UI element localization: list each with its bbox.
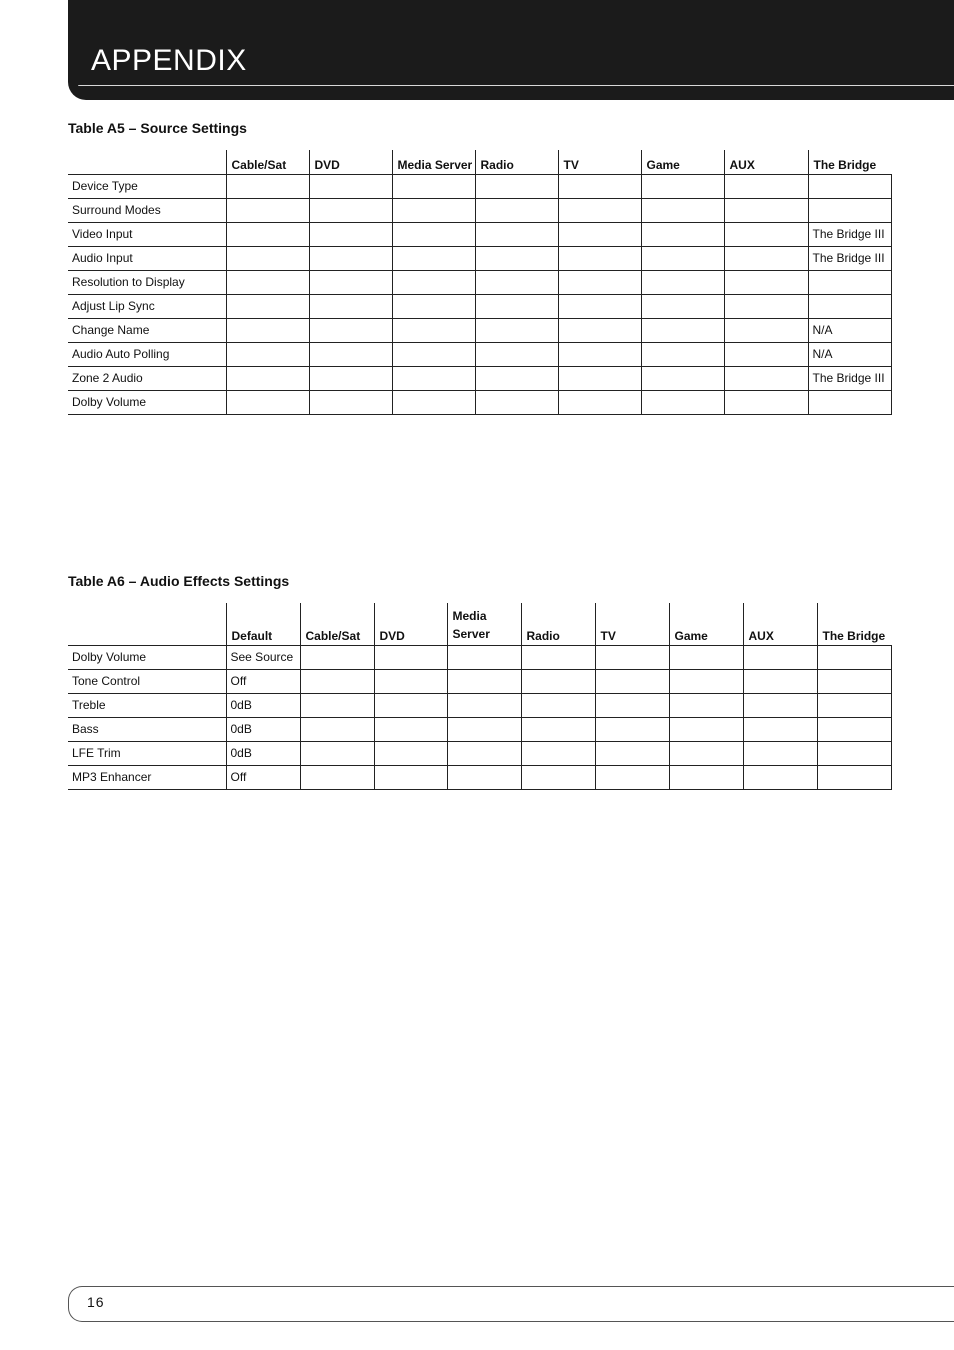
table-cell [475, 198, 558, 222]
table-cell [743, 741, 817, 765]
table-cell [226, 174, 309, 198]
table-row [68, 693, 891, 717]
table-cell [724, 294, 808, 318]
table-cell [475, 222, 558, 246]
table-cell [595, 717, 669, 741]
column-header-game: Game [641, 150, 724, 174]
table-cell [521, 669, 595, 693]
column-header-dvd: DVD [374, 603, 447, 645]
table-cell: 0dB [226, 693, 300, 717]
table-cell: Off [226, 765, 300, 789]
table-row [68, 318, 891, 342]
table-cell: Off [226, 669, 300, 693]
row-label-tone-control: Tone Control [68, 669, 226, 693]
table-cell [475, 246, 558, 270]
table-cell [558, 390, 641, 414]
table-cell: The Bridge III [808, 246, 891, 270]
column-header-the-bridge: The Bridge [808, 150, 891, 174]
table-cell [817, 717, 891, 741]
table-cell [641, 246, 724, 270]
table-cell [392, 222, 475, 246]
table-cell [300, 645, 374, 669]
table-cell [743, 717, 817, 741]
row-label-change-name: Change Name [68, 318, 226, 342]
column-header-radio: Radio [475, 150, 558, 174]
row-label-video-input: Video Input [68, 222, 226, 246]
table-cell [558, 174, 641, 198]
column-header-cable-sat: Cable/Sat [226, 150, 309, 174]
table-cell [669, 765, 743, 789]
table-cell [808, 198, 891, 222]
table-a5-header-row [68, 150, 891, 174]
table-row [68, 246, 891, 270]
table-row [68, 765, 891, 789]
row-label-audio-auto-polling: Audio Auto Polling [68, 342, 226, 366]
table-row [68, 198, 891, 222]
table-cell [669, 645, 743, 669]
table-cell: See Source [226, 645, 300, 669]
table-cell [724, 174, 808, 198]
row-label-treble: Treble [68, 693, 226, 717]
table-a5-caption: Table A5 – Source Settings [68, 120, 247, 136]
table-cell [374, 693, 447, 717]
table-cell: The Bridge III [808, 222, 891, 246]
table-cell: 0dB [226, 717, 300, 741]
table-cell [558, 366, 641, 390]
table-cell [392, 246, 475, 270]
table-cell [808, 270, 891, 294]
table-cell [641, 270, 724, 294]
footer-frame [68, 1286, 954, 1322]
table-cell [226, 390, 309, 414]
column-header-game: Game [669, 603, 743, 645]
table-cell [595, 669, 669, 693]
table-cell [300, 693, 374, 717]
row-label-adjust-lip-sync: Adjust Lip Sync [68, 294, 226, 318]
table-cell [808, 390, 891, 414]
table-cell [300, 717, 374, 741]
table-row [68, 222, 891, 246]
table-cell [392, 342, 475, 366]
table-cell [641, 294, 724, 318]
table-cell [595, 741, 669, 765]
table-cell [817, 669, 891, 693]
table-cell [447, 645, 521, 669]
table-cell [475, 390, 558, 414]
table-cell [300, 669, 374, 693]
table-cell [226, 342, 309, 366]
table-cell [447, 765, 521, 789]
row-label-device-type: Device Type [68, 174, 226, 198]
table-cell [309, 294, 392, 318]
table-cell [817, 741, 891, 765]
table-cell [374, 645, 447, 669]
table-row [68, 294, 891, 318]
table-cell [309, 222, 392, 246]
table-cell [817, 693, 891, 717]
table-cell [226, 246, 309, 270]
table-row [68, 270, 891, 294]
table-cell [475, 318, 558, 342]
table-cell [309, 246, 392, 270]
table-cell [392, 270, 475, 294]
table-cell [309, 390, 392, 414]
table-row [68, 342, 891, 366]
table-cell [724, 270, 808, 294]
table-cell [521, 741, 595, 765]
row-label-bass: Bass [68, 717, 226, 741]
table-cell [724, 198, 808, 222]
row-label-zone-2-audio: Zone 2 Audio [68, 366, 226, 390]
table-cell [817, 645, 891, 669]
table-cell [226, 294, 309, 318]
table-cell [724, 222, 808, 246]
table-cell [309, 174, 392, 198]
table-cell [743, 765, 817, 789]
table-cell [558, 246, 641, 270]
table-cell [447, 741, 521, 765]
column-header-aux: AUX [743, 603, 817, 645]
column-header-tv: TV [595, 603, 669, 645]
source-settings-table [68, 150, 892, 415]
table-cell [669, 669, 743, 693]
table-cell [374, 717, 447, 741]
table-cell [558, 342, 641, 366]
column-header-default: Default [226, 603, 300, 645]
table-cell [309, 318, 392, 342]
table-cell [521, 717, 595, 741]
row-label-dolby-volume: Dolby Volume [68, 645, 226, 669]
table-cell [558, 270, 641, 294]
column-header-aux: AUX [724, 150, 808, 174]
table-cell [724, 246, 808, 270]
table-cell [309, 198, 392, 222]
table-cell [521, 693, 595, 717]
table-cell [558, 222, 641, 246]
table-cell [392, 198, 475, 222]
table-cell [669, 693, 743, 717]
audio-effects-table [68, 603, 892, 790]
table-cell [808, 174, 891, 198]
row-label-resolution-to-display: Resolution to Display [68, 270, 226, 294]
table-cell [558, 198, 641, 222]
table-row [68, 174, 891, 198]
table-cell [641, 222, 724, 246]
table-cell [392, 318, 475, 342]
column-header-radio: Radio [521, 603, 595, 645]
table-row [68, 390, 891, 414]
table-cell [374, 669, 447, 693]
table-cell [475, 366, 558, 390]
table-cell [226, 270, 309, 294]
header-rule [78, 85, 954, 86]
table-a5-corner [68, 150, 226, 174]
table-cell [641, 390, 724, 414]
table-cell [521, 765, 595, 789]
column-header-the-bridge: The Bridge [817, 603, 891, 645]
table-cell [641, 174, 724, 198]
table-cell [309, 270, 392, 294]
table-cell: 0dB [226, 741, 300, 765]
table-cell [558, 318, 641, 342]
table-cell [374, 765, 447, 789]
table-cell [641, 198, 724, 222]
table-cell [595, 645, 669, 669]
column-header-cable-sat: Cable/Sat [300, 603, 374, 645]
table-cell [374, 741, 447, 765]
table-cell [226, 198, 309, 222]
table-cell [743, 645, 817, 669]
table-cell [226, 366, 309, 390]
table-row [68, 741, 891, 765]
table-cell [641, 318, 724, 342]
table-cell [669, 717, 743, 741]
page-title: APPENDIX [91, 44, 247, 77]
table-cell [226, 318, 309, 342]
row-label-surround-modes: Surround Modes [68, 198, 226, 222]
column-header-media-server: Media Server [392, 150, 475, 174]
row-label-audio-input: Audio Input [68, 246, 226, 270]
table-cell [595, 693, 669, 717]
table-cell [808, 294, 891, 318]
row-label-mp3-enhancer: MP3 Enhancer [68, 765, 226, 789]
table-cell [743, 669, 817, 693]
table-cell [392, 174, 475, 198]
table-cell [309, 366, 392, 390]
table-cell [724, 342, 808, 366]
table-a6-header-row [68, 603, 891, 645]
table-cell [392, 294, 475, 318]
row-label-lfe-trim: LFE Trim [68, 741, 226, 765]
table-cell: N/A [808, 318, 891, 342]
table-a6-caption: Table A6 – Audio Effects Settings [68, 573, 290, 589]
table-cell [743, 693, 817, 717]
table-cell: N/A [808, 342, 891, 366]
table-row [68, 645, 891, 669]
column-header-tv: TV [558, 150, 641, 174]
table-cell [475, 342, 558, 366]
table-cell [447, 717, 521, 741]
table-cell [724, 318, 808, 342]
table-cell [226, 222, 309, 246]
page-number: 16 [87, 1294, 105, 1310]
table-cell [641, 342, 724, 366]
table-row [68, 669, 891, 693]
table-cell [595, 765, 669, 789]
table-cell [641, 366, 724, 390]
table-cell [521, 645, 595, 669]
table-cell [669, 741, 743, 765]
table-cell [392, 366, 475, 390]
table-a6-corner [68, 603, 226, 645]
table-cell [475, 174, 558, 198]
table-a5-body [68, 174, 891, 414]
table-cell [447, 669, 521, 693]
column-header-dvd: DVD [309, 150, 392, 174]
table-a6-body [68, 645, 891, 789]
column-header-media-server: Media Server [447, 603, 521, 645]
table-cell [392, 390, 475, 414]
table-cell [724, 390, 808, 414]
table-cell [447, 693, 521, 717]
table-cell [300, 741, 374, 765]
table-cell [475, 294, 558, 318]
table-row [68, 366, 891, 390]
table-cell [475, 270, 558, 294]
table-cell [309, 342, 392, 366]
table-cell [558, 294, 641, 318]
table-cell [300, 765, 374, 789]
table-cell [724, 366, 808, 390]
row-label-dolby-volume: Dolby Volume [68, 390, 226, 414]
table-cell: The Bridge III [808, 366, 891, 390]
table-cell [817, 765, 891, 789]
table-row [68, 717, 891, 741]
